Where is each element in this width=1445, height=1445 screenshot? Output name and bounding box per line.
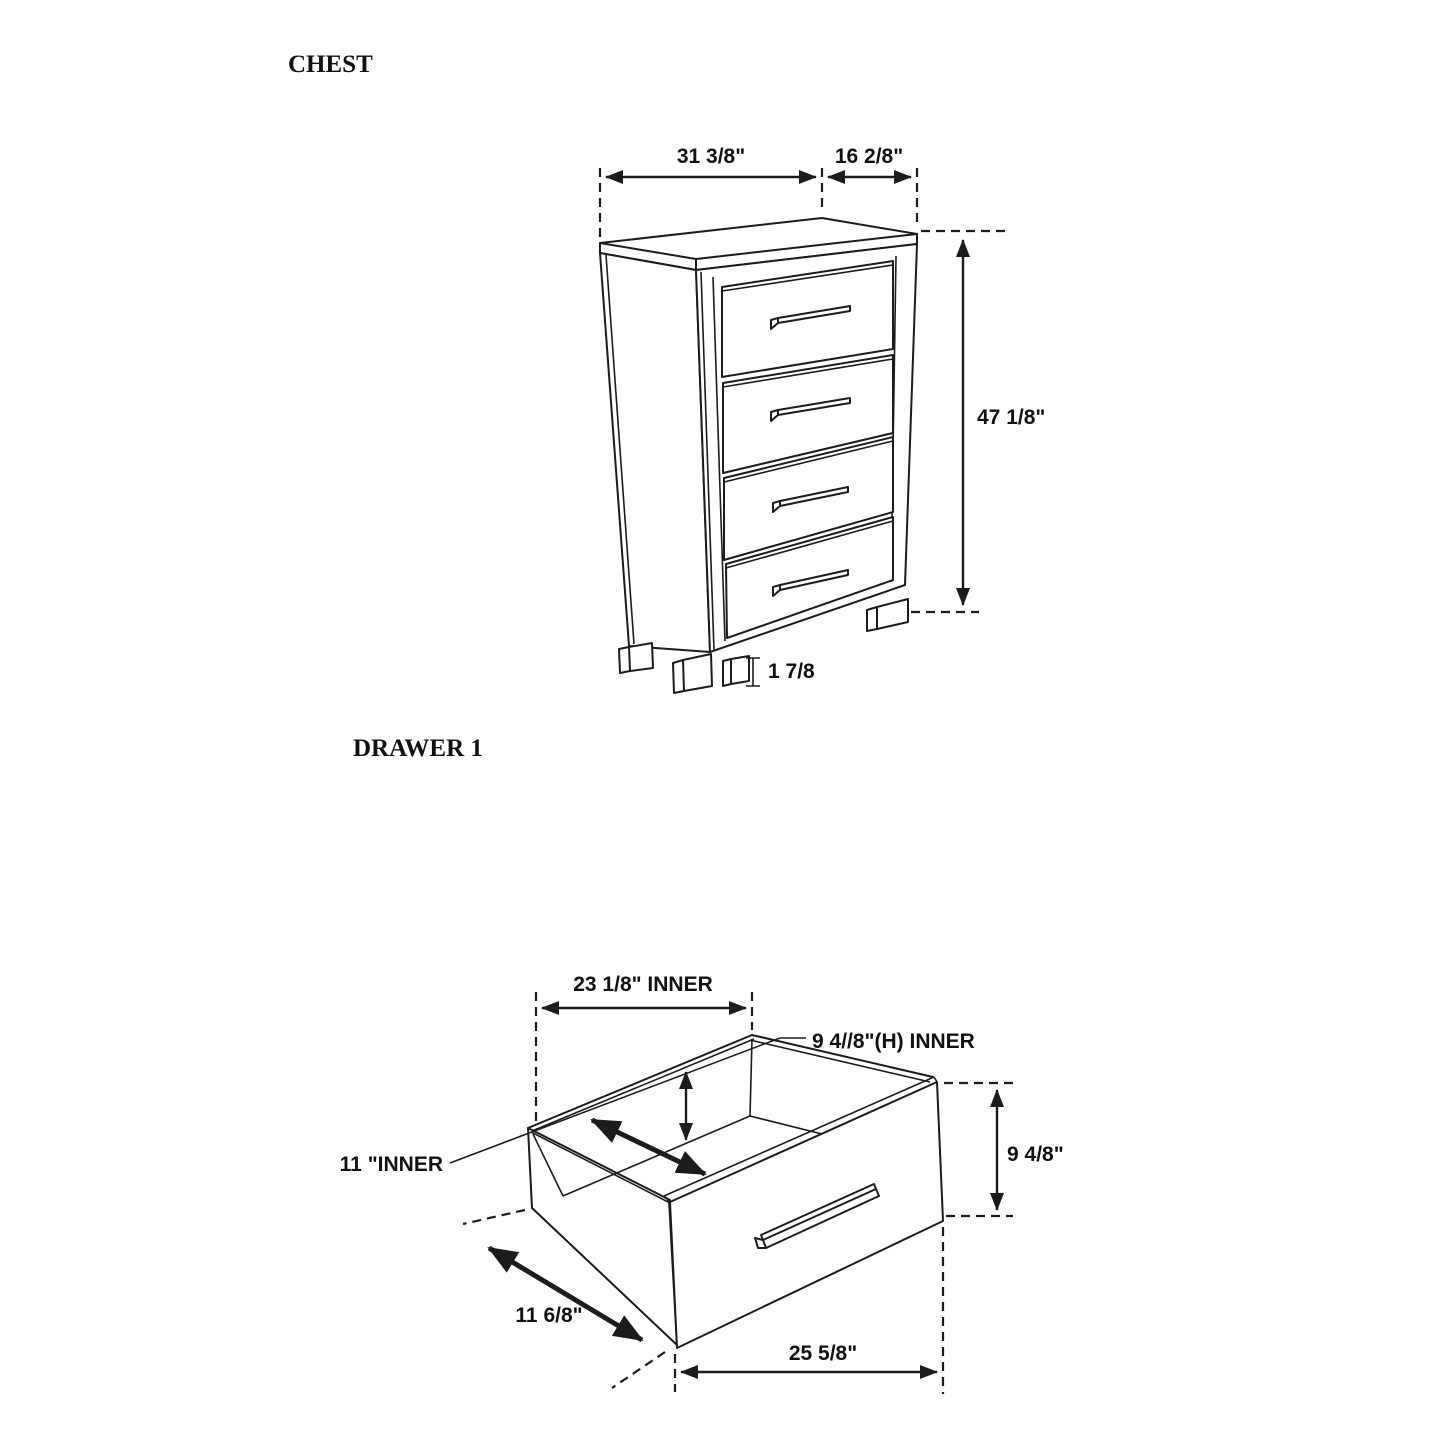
front-width-label: 25 5/8"	[788, 1342, 858, 1365]
back-left-foot	[619, 643, 653, 673]
drawer-title: DRAWER 1	[353, 735, 483, 762]
inner-depth-arrow	[592, 1120, 705, 1174]
chest-foot-label: 1 7/8	[768, 660, 815, 683]
drawer-inner-depth-dimension	[340, 1120, 705, 1176]
chest-title: CHEST	[288, 51, 373, 78]
drawer-side-depth-dimension	[463, 1210, 665, 1388]
front-left-foot	[673, 654, 712, 693]
front-right-foot	[867, 599, 908, 631]
back-wall-left-end	[528, 1128, 532, 1208]
back-wall-inner-edge	[532, 1039, 754, 1131]
chest-diagram	[288, 51, 1045, 693]
chest-height-dimension	[911, 231, 1045, 612]
inner-width-label: 23 1/8" INNER	[573, 973, 713, 996]
chest-top-dimension	[600, 145, 917, 238]
side-depth-label: 11 6/8"	[515, 1304, 583, 1327]
drawer-line-art	[528, 1035, 943, 1348]
inner-height-label: 9 4//8"(H) INNER	[812, 1030, 975, 1053]
extension-line	[463, 1210, 525, 1224]
drawer-front-height-dimension	[944, 1083, 1064, 1216]
extension-line	[612, 1352, 665, 1388]
chest-width-label: 31 3/8"	[676, 145, 746, 168]
left-wall-top-edge	[528, 1128, 670, 1200]
chest-left-panel	[600, 253, 710, 652]
chest-foot-dimension	[746, 658, 815, 686]
inner-depth-label: 11 "INNER	[339, 1153, 443, 1176]
chest-depth-label: 16 2/8"	[834, 145, 904, 168]
interior-corner-line	[750, 1039, 752, 1116]
drawer-diagram	[340, 735, 1064, 1394]
left-wall-inner-edge	[531, 1132, 672, 1204]
back-wall-top-edge	[528, 1035, 752, 1128]
front-height-label: 9 4/8"	[1007, 1143, 1064, 1166]
chest-height-label: 47 1/8"	[977, 406, 1046, 429]
center-foot	[723, 656, 749, 686]
chest-line-art	[600, 218, 917, 693]
leader-line	[450, 1038, 806, 1163]
